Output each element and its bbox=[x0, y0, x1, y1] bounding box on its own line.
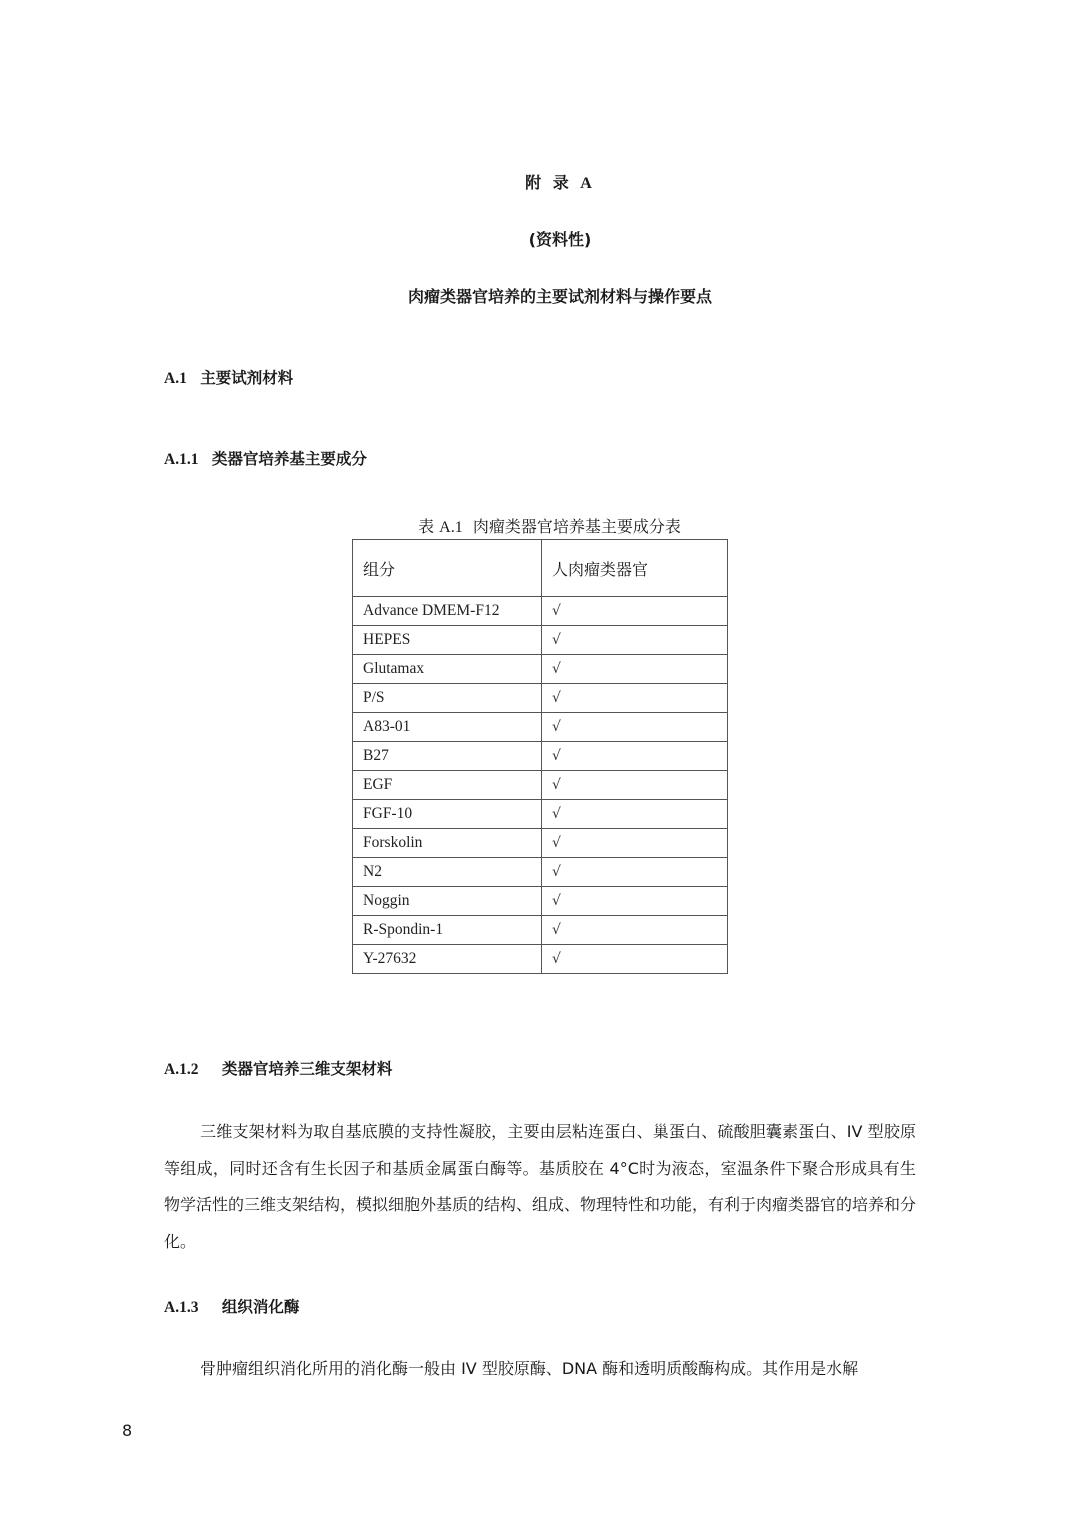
column-header: 人肉瘤类器官 bbox=[542, 540, 728, 597]
section-number: A.1.3 bbox=[164, 1299, 199, 1316]
paragraph-text: 三维支架材料为取自基底膜的支持性凝胶，主要由层粘连蛋白、巢蛋白、硫酸胆囊素蛋白、IV 型胶原等组成，同时还含有生长因子和基质金属蛋白酶等。基质胶在 4°C时为液态，室温条件下聚合形成具有生物学活性的三维支架结构，模拟细胞外基质的结构、组成、物理特性和功能，有利于肉瘤类器官的培养和分化。 bbox=[164, 1122, 917, 1251]
paragraph-a13 bbox=[164, 1351, 916, 1388]
check-mark: √ bbox=[542, 684, 728, 713]
check-mark: √ bbox=[542, 713, 728, 742]
check-mark: √ bbox=[542, 829, 728, 858]
document-title: 肉瘤类器官培养的主要试剂材料与操作要点 bbox=[407, 287, 712, 306]
table-row: HEPES √ bbox=[353, 626, 728, 655]
table-row: Noggin √ bbox=[353, 887, 728, 916]
paragraph-a12 bbox=[164, 1114, 916, 1260]
table-row: FGF-10 √ bbox=[353, 800, 728, 829]
appendix-subtitle: (资料性) bbox=[528, 230, 592, 249]
section-heading-a12 bbox=[164, 1057, 392, 1079]
table-row: EGF √ bbox=[353, 771, 728, 800]
section-heading-a11 bbox=[164, 447, 367, 469]
table-row: N2 √ bbox=[353, 858, 728, 887]
table-row: Glutamax √ bbox=[353, 655, 728, 684]
check-mark: √ bbox=[542, 742, 728, 771]
check-mark: √ bbox=[542, 771, 728, 800]
check-mark: √ bbox=[542, 945, 728, 974]
appendix-title-cn: 附 录 bbox=[525, 173, 572, 192]
section-title: 类器官培养基主要成分 bbox=[211, 450, 367, 468]
check-mark: √ bbox=[542, 597, 728, 626]
check-mark: √ bbox=[542, 800, 728, 829]
section-title: 类器官培养三维支架材料 bbox=[221, 1060, 393, 1078]
check-mark: √ bbox=[542, 916, 728, 945]
column-header: 组分 bbox=[353, 540, 542, 597]
section-number: A.1 bbox=[164, 370, 187, 387]
appendix-letter: A bbox=[580, 175, 595, 192]
check-mark: √ bbox=[542, 626, 728, 655]
section-heading-a13 bbox=[164, 1295, 299, 1317]
check-mark: √ bbox=[542, 887, 728, 916]
section-title: 组织消化酶 bbox=[221, 1298, 300, 1316]
section-number: A.1.1 bbox=[164, 451, 199, 468]
table-row: A83-01 √ bbox=[353, 713, 728, 742]
table-row: P/S √ bbox=[353, 684, 728, 713]
table-row: Forskolin √ bbox=[353, 829, 728, 858]
paragraph-text: 骨肿瘤组织消化所用的消化酶一般由 IV 型胶原酶、DNA 酶和透明质酸酶构成。其作用是水解 bbox=[200, 1359, 859, 1378]
section-number: A.1.2 bbox=[164, 1061, 199, 1078]
table-row: R-Spondin-1 √ bbox=[353, 916, 728, 945]
table-header-row bbox=[353, 540, 728, 597]
table-row: Advance DMEM-F12 √ bbox=[353, 597, 728, 626]
table-row: Y-27632 √ bbox=[353, 945, 728, 974]
check-mark: √ bbox=[542, 858, 728, 887]
check-mark: √ bbox=[542, 655, 728, 684]
appendix-title bbox=[0, 170, 1080, 193]
section-title: 主要试剂材料 bbox=[200, 369, 294, 387]
table-caption: 表 A.1 肉瘤类器官培养基主要成分表 bbox=[418, 517, 681, 536]
page-number: 8 bbox=[122, 1421, 133, 1440]
table-row: B27 √ bbox=[353, 742, 728, 771]
section-heading-a1 bbox=[164, 366, 293, 388]
components-table bbox=[352, 539, 728, 974]
